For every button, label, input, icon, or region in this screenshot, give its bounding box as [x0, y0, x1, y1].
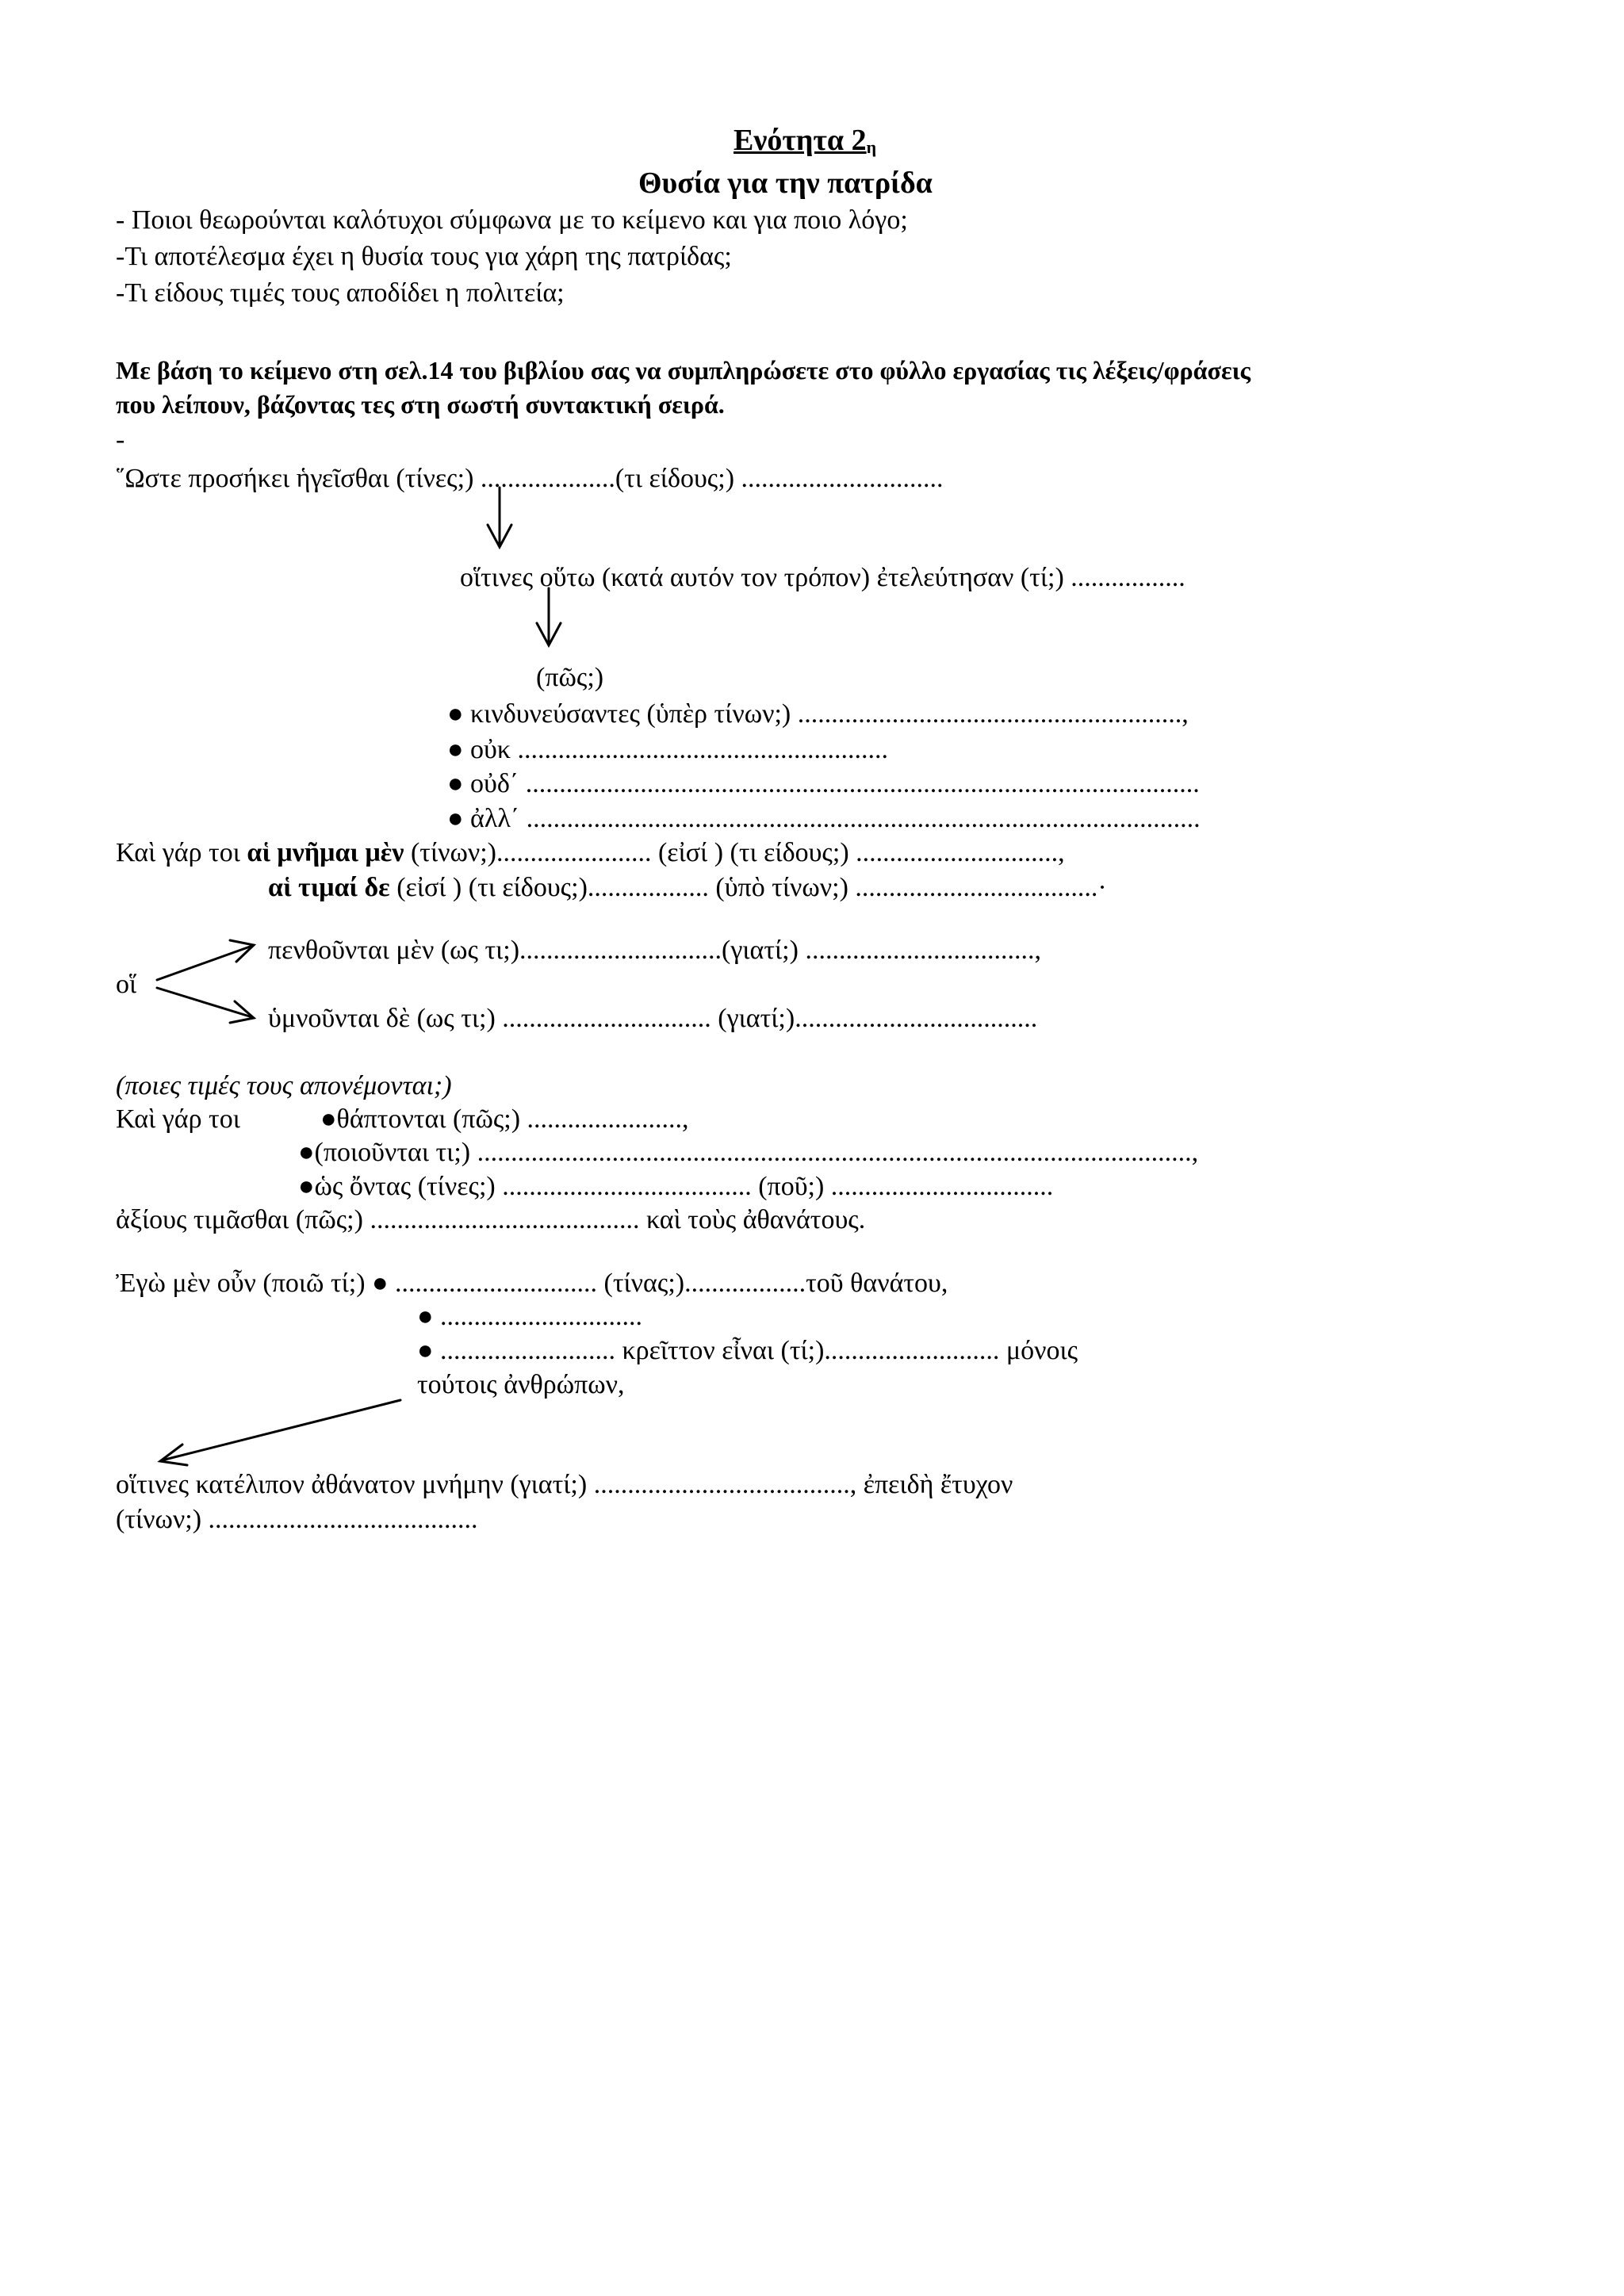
instructions-line-2: που λείπουν, βάζοντας τες στη σωστή συντακτική σειρά. [116, 390, 725, 419]
question-2: -Τι αποτέλεσμα έχει η θυσία τους για χάρη της πατρίδας; [116, 242, 732, 271]
bullet-thaptontai: ●θάπτονται (πῶς;) ......................., [320, 1104, 689, 1134]
line-oi: οἵ [116, 970, 137, 999]
line-toutois: τούτοις ἀνθρώπων, [417, 1370, 625, 1399]
bullet-kreitton: ● .......................... κρεῖττον εἶναι (τί;).......................... μόνοις [417, 1336, 1078, 1365]
arrow-down-2-icon [537, 588, 561, 645]
arrow-down-left-icon [160, 1400, 400, 1465]
line-tinon: (τίνων;) ........................................ [116, 1505, 478, 1534]
line-mnimai: Καὶ γάρ τοι αἱ μνῆμαι μὲν (τίνων;)....................... (εἰσί ) (τι είδους;) .............................., [116, 838, 1065, 867]
line-oitines: οἵτινες οὕτω (κατά αυτόν τον τρόπον) ἐτελεύτησαν (τί;) ................. [460, 563, 1185, 592]
bullet-poiountai: ●(ποιοῦνται τι;) .........................................................................................................., [298, 1138, 1199, 1167]
question-1: - Ποιοι θεωρούνται καλότυχοι σύμφωνα με το κείμενο και για ποιο λόγο; [116, 205, 908, 235]
arrow-down-right-icon [157, 988, 254, 1023]
line-pos: (πῶς;) [536, 663, 604, 692]
line-oste: ῞Ωστε προσήκει ἡγεῖσθαι (τίνες;) ....................(τι είδους;) .............................. [116, 464, 944, 493]
line-axious: ἀξίους τιμᾶσθαι (πῶς;) ........................................ καὶ τοὺς ἀθανάτους. [116, 1205, 866, 1234]
question-honours: (ποιες τιμές τους απονέμονται;) [116, 1071, 452, 1100]
bullet-os-ontas: ●ὡς ὄντας (τίνες;) ..................................... (ποῦ;) ................................. [298, 1172, 1054, 1201]
bullet-ouk: ● οὐκ ....................................................... [447, 735, 889, 764]
arrow-up-right-icon [157, 940, 254, 980]
unit-heading: Ενότητα 2η [733, 124, 877, 157]
question-3: -Τι είδους τιμές τους αποδίδει η πολιτεία; [116, 278, 565, 308]
line-penthountai: πενθοῦνται μὲν (ως τι;)..............................(γιατί;) .................................., [268, 936, 1041, 965]
line-ymnountai: ὑμνοῦνται δὲ (ως τι;) ............................... (γιατί;).................................... [268, 1004, 1038, 1033]
line-oitines-katelipon: οἵτινες κατέλιπον ἀθάνατον μνήμην (γιατί;) ......................................, ἐπειδὴ ἔτυχον [116, 1470, 1013, 1499]
bullet-all: ● ἀλλ΄ .................................................................................................... [447, 804, 1201, 833]
instructions-line-1: Με βάση το κείμενο στη σελ.14 του βιβλίου σας να συμπληρώσετε στο φύλλο εργασίας τις λέξεις/φράσεις [116, 356, 1251, 385]
line-kai-gar-toi: Καὶ γάρ τοι [116, 1104, 240, 1134]
arrow-down-1-icon [488, 488, 511, 547]
line-ego: Ἐγὼ μὲν οὖν (ποιῶ τί;) ● .............................. (τίνας;)..................τοῦ θανάτου, [116, 1269, 948, 1298]
page-title: Θυσία για την πατρίδα [638, 166, 933, 200]
bullet-oud: ● οὐδ΄ .................................................................................................... [447, 769, 1200, 798]
line-timai: αἱ τιμαί δε (εἰσί ) (τι είδους;).................. (ὑπὸ τίνων;) ....................................· [268, 873, 1107, 902]
dash: - [116, 425, 125, 454]
bullet-kindyneusantes: ● κινδυνεύσαντες (ὑπὲρ τίνων;) ........................................................., [447, 699, 1189, 729]
bullet-blank: ● .............................. [417, 1302, 643, 1331]
